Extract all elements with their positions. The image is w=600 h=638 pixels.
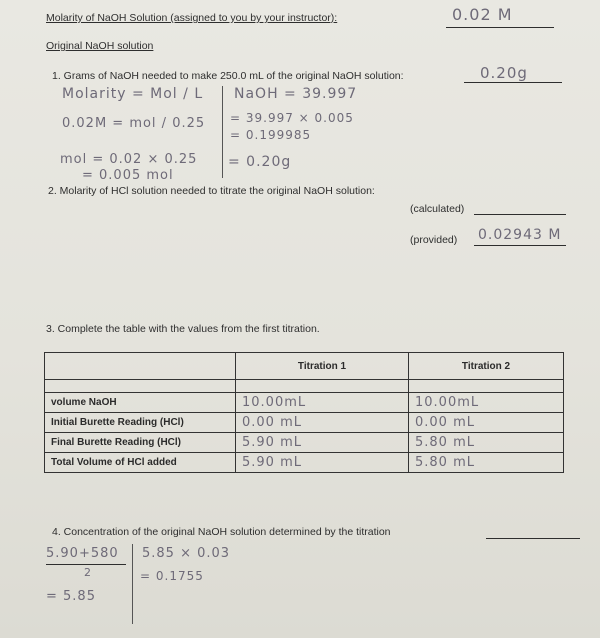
row-label: Total Volume of HCl added: [45, 453, 236, 473]
q4-answer-line: [486, 538, 580, 539]
titration-2-value: [409, 413, 564, 433]
titration-2-value: [409, 393, 564, 413]
q2-provided-label: (provided): [410, 234, 458, 246]
handwritten-value: 0.00 mL: [415, 415, 475, 430]
titration-1-value: [236, 413, 409, 433]
table-header-titration-2: Titration 2: [409, 353, 564, 380]
q4-fraction-bar: [46, 564, 126, 565]
header-answer-line: [446, 27, 554, 28]
q4-text: 4. Concentration of the original NaOH solution determined by the titration: [52, 526, 391, 538]
q2-text: 2. Molarity of HCl solution needed to titrate the original NaOH solution:: [48, 185, 375, 197]
titration-1-value: [236, 393, 409, 413]
handwritten-value: 5.80 mL: [415, 435, 475, 450]
table-spacer-cell: [45, 380, 236, 393]
table-row: [45, 453, 564, 473]
section-title: Original NaOH solution: [46, 40, 154, 52]
q1-answer: 0.20g: [480, 64, 528, 82]
q1-work-right-3: = 0.199985: [230, 128, 312, 142]
q2-calculated-line: [474, 214, 566, 215]
titration-table: [44, 352, 564, 473]
handwritten-value: 5.80 mL: [415, 455, 475, 470]
q1-text: 1. Grams of NaOH needed to make 250.0 mL of the original NaOH solution:: [52, 70, 404, 82]
q1-work-right-1: NaOH = 39.997: [234, 86, 358, 102]
q4-work-left-2: 2: [84, 566, 92, 579]
table-row: [45, 393, 564, 413]
titration-1-value: [236, 433, 409, 453]
q4-work-left-3: = 5.85: [46, 589, 96, 604]
row-label: volume NaOH: [45, 393, 236, 413]
table-row: [45, 413, 564, 433]
handwritten-value: 5.90 mL: [242, 435, 302, 450]
q4-work-divider: [132, 544, 133, 624]
q3-text: 3. Complete the table with the values from the first titration.: [46, 323, 320, 335]
handwritten-value: 5.90 mL: [242, 455, 302, 470]
titration-1-value: [236, 453, 409, 473]
q1-work-left-3: mol = 0.02 × 0.25: [60, 152, 198, 167]
q4-work-right-2: = 0.1755: [140, 569, 204, 583]
table-spacer-cell: [409, 380, 564, 393]
header-answer: 0.02 M: [452, 5, 513, 24]
row-label: Initial Burette Reading (HCl): [45, 413, 236, 433]
q2-provided-value: 0.02943 M: [478, 227, 562, 243]
q2-calculated-label: (calculated): [410, 203, 465, 215]
q4-work-right-1: 5.85 × 0.03: [142, 546, 231, 561]
table-spacer-cell: [236, 380, 409, 393]
q1-work-left-4: = 0.005 mol: [82, 168, 174, 183]
q1-work-divider: [222, 86, 223, 178]
titration-2-value: [409, 433, 564, 453]
table-spacer-row: [45, 380, 564, 393]
titration-2-value: [409, 453, 564, 473]
table-header-empty: [45, 353, 236, 380]
q4-work-left-1: 5.90+580: [46, 546, 119, 561]
handwritten-value: 0.00 mL: [242, 415, 302, 430]
table-row: [45, 433, 564, 453]
q1-work-right-4: = 0.20g: [228, 154, 292, 170]
q2-provided-line: [474, 245, 566, 246]
q1-work-right-2: = 39.997 × 0.005: [230, 111, 354, 125]
table-header-row: [45, 353, 564, 380]
header-title: Molarity of NaOH Solution (assigned to you by your instructor):: [46, 12, 338, 24]
q1-work-left-1: Molarity = Mol / L: [62, 86, 204, 102]
table-header-titration-1: Titration 1: [236, 353, 409, 380]
q1-answer-line: [464, 82, 562, 83]
q1-work-left-2: 0.02M = mol / 0.25: [62, 116, 206, 131]
handwritten-value: 10.00mL: [415, 395, 480, 410]
handwritten-value: 10.00mL: [242, 395, 307, 410]
row-label: Final Burette Reading (HCl): [45, 433, 236, 453]
